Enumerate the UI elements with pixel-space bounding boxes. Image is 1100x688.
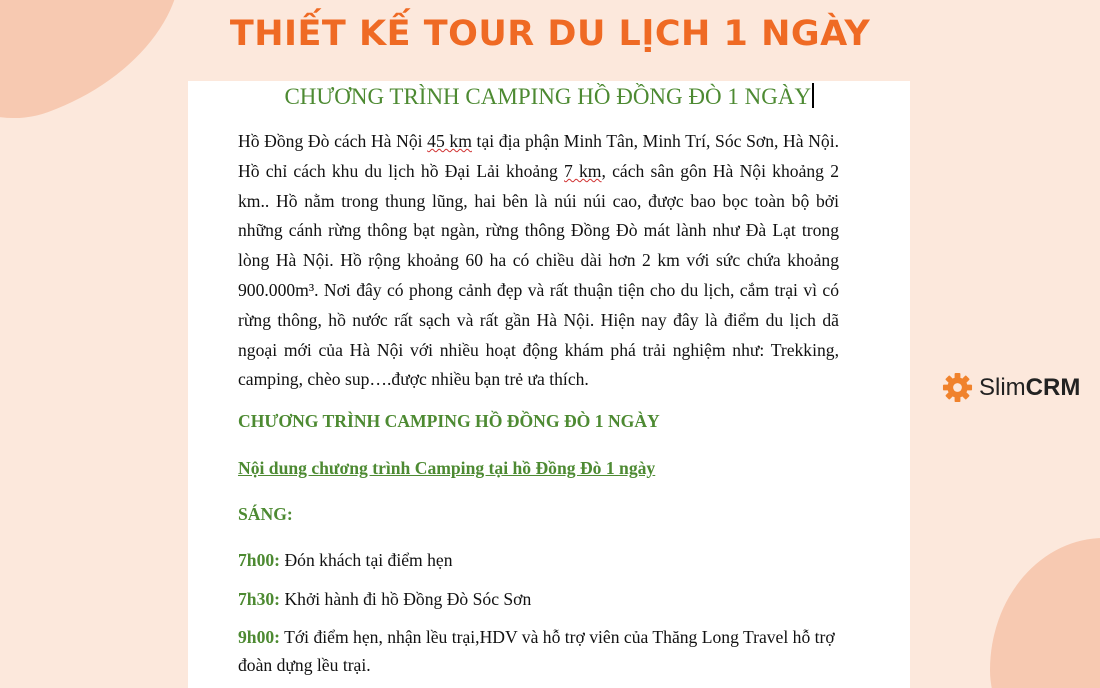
schedule-time: 9h00: (238, 627, 281, 647)
banner-title: THIẾT KẾ TOUR DU LỊCH 1 NGÀY (229, 14, 871, 54)
intro-distance-1: 45 km (427, 131, 472, 151)
period-label: SÁNG: (238, 504, 293, 524)
document-heading-text: CHƯƠNG TRÌNH CAMPING HỒ ĐỒNG ĐÒ 1 NGÀY (284, 84, 812, 109)
schedule-time: 7h00: (238, 550, 281, 570)
brand-logo (942, 372, 1080, 403)
program-subheading: Nội dung chương trình Camping tại hồ Đồng Đò 1 ngày (238, 458, 656, 478)
brand-name-bold: CRM (1025, 373, 1081, 401)
schedule-text: Đón khách tại điểm hẹn (280, 550, 453, 570)
intro-text-2: tại địa phận Minh Tân, Minh Trí, Sóc Sơn, Hà Nội. Hồ chỉ cách khu du lịch hồ Đại Lải khoảng (238, 131, 840, 181)
text-cursor (812, 83, 814, 108)
decor-blob-bottom-right (990, 538, 1100, 688)
intro-distance-2: 7 km (564, 160, 602, 181)
schedule-item (238, 623, 838, 679)
document-heading[interactable] (188, 83, 910, 110)
document-page[interactable] (188, 81, 910, 688)
schedule-text: Tới điểm hẹn, nhận lều trại,HDV và hỗ trợ viên của Thăng Long Travel hỗ trợ đoàn dựng lều trại. (238, 627, 835, 675)
section-heading: CHƯƠNG TRÌNH CAMPING HỒ ĐỒNG ĐÒ 1 NGÀY (238, 411, 660, 431)
schedule-time: 7h30: (238, 589, 281, 609)
gear-icon (942, 372, 973, 403)
schedule-item (238, 585, 838, 613)
schedule-item (238, 546, 838, 574)
intro-paragraph (238, 127, 839, 395)
schedule-text: Khởi hành đi hồ Đồng Đò Sóc Sơn (280, 589, 532, 609)
brand-name-light: Slim (979, 373, 1026, 401)
intro-text-1: Hồ Đồng Đò cách Hà Nội (238, 131, 428, 151)
intro-text-3: , cách sân gôn Hà Nội khoảng 2 km.. Hồ nằm trong thung lũng, hai bên là núi núi cao, được bao bọc toàn bộ bởi những cánh rừng thông bạt ngàn, rừng thông Đồng Đò mát lành như Đà Lạt trong lòng Hà Nội. Hồ rộng khoảng 60 ha có chiều dài hơn 2 km với sức chứa khoảng 900.000m³. Nơi đây có phong cảnh đẹp và rất thuận tiện cho du lịch, cắm trại vì có rừng thông, hồ nước rất sạch và rất gần Hà Nội. Hiện nay đây là điểm du lịch dã ngoại mới của Hà Nội với nhiều hoạt động khám phá trải nghiệm như: Trekking, camping, chèo sup….được nhiều bạn trẻ ưa thích. (238, 160, 839, 390)
